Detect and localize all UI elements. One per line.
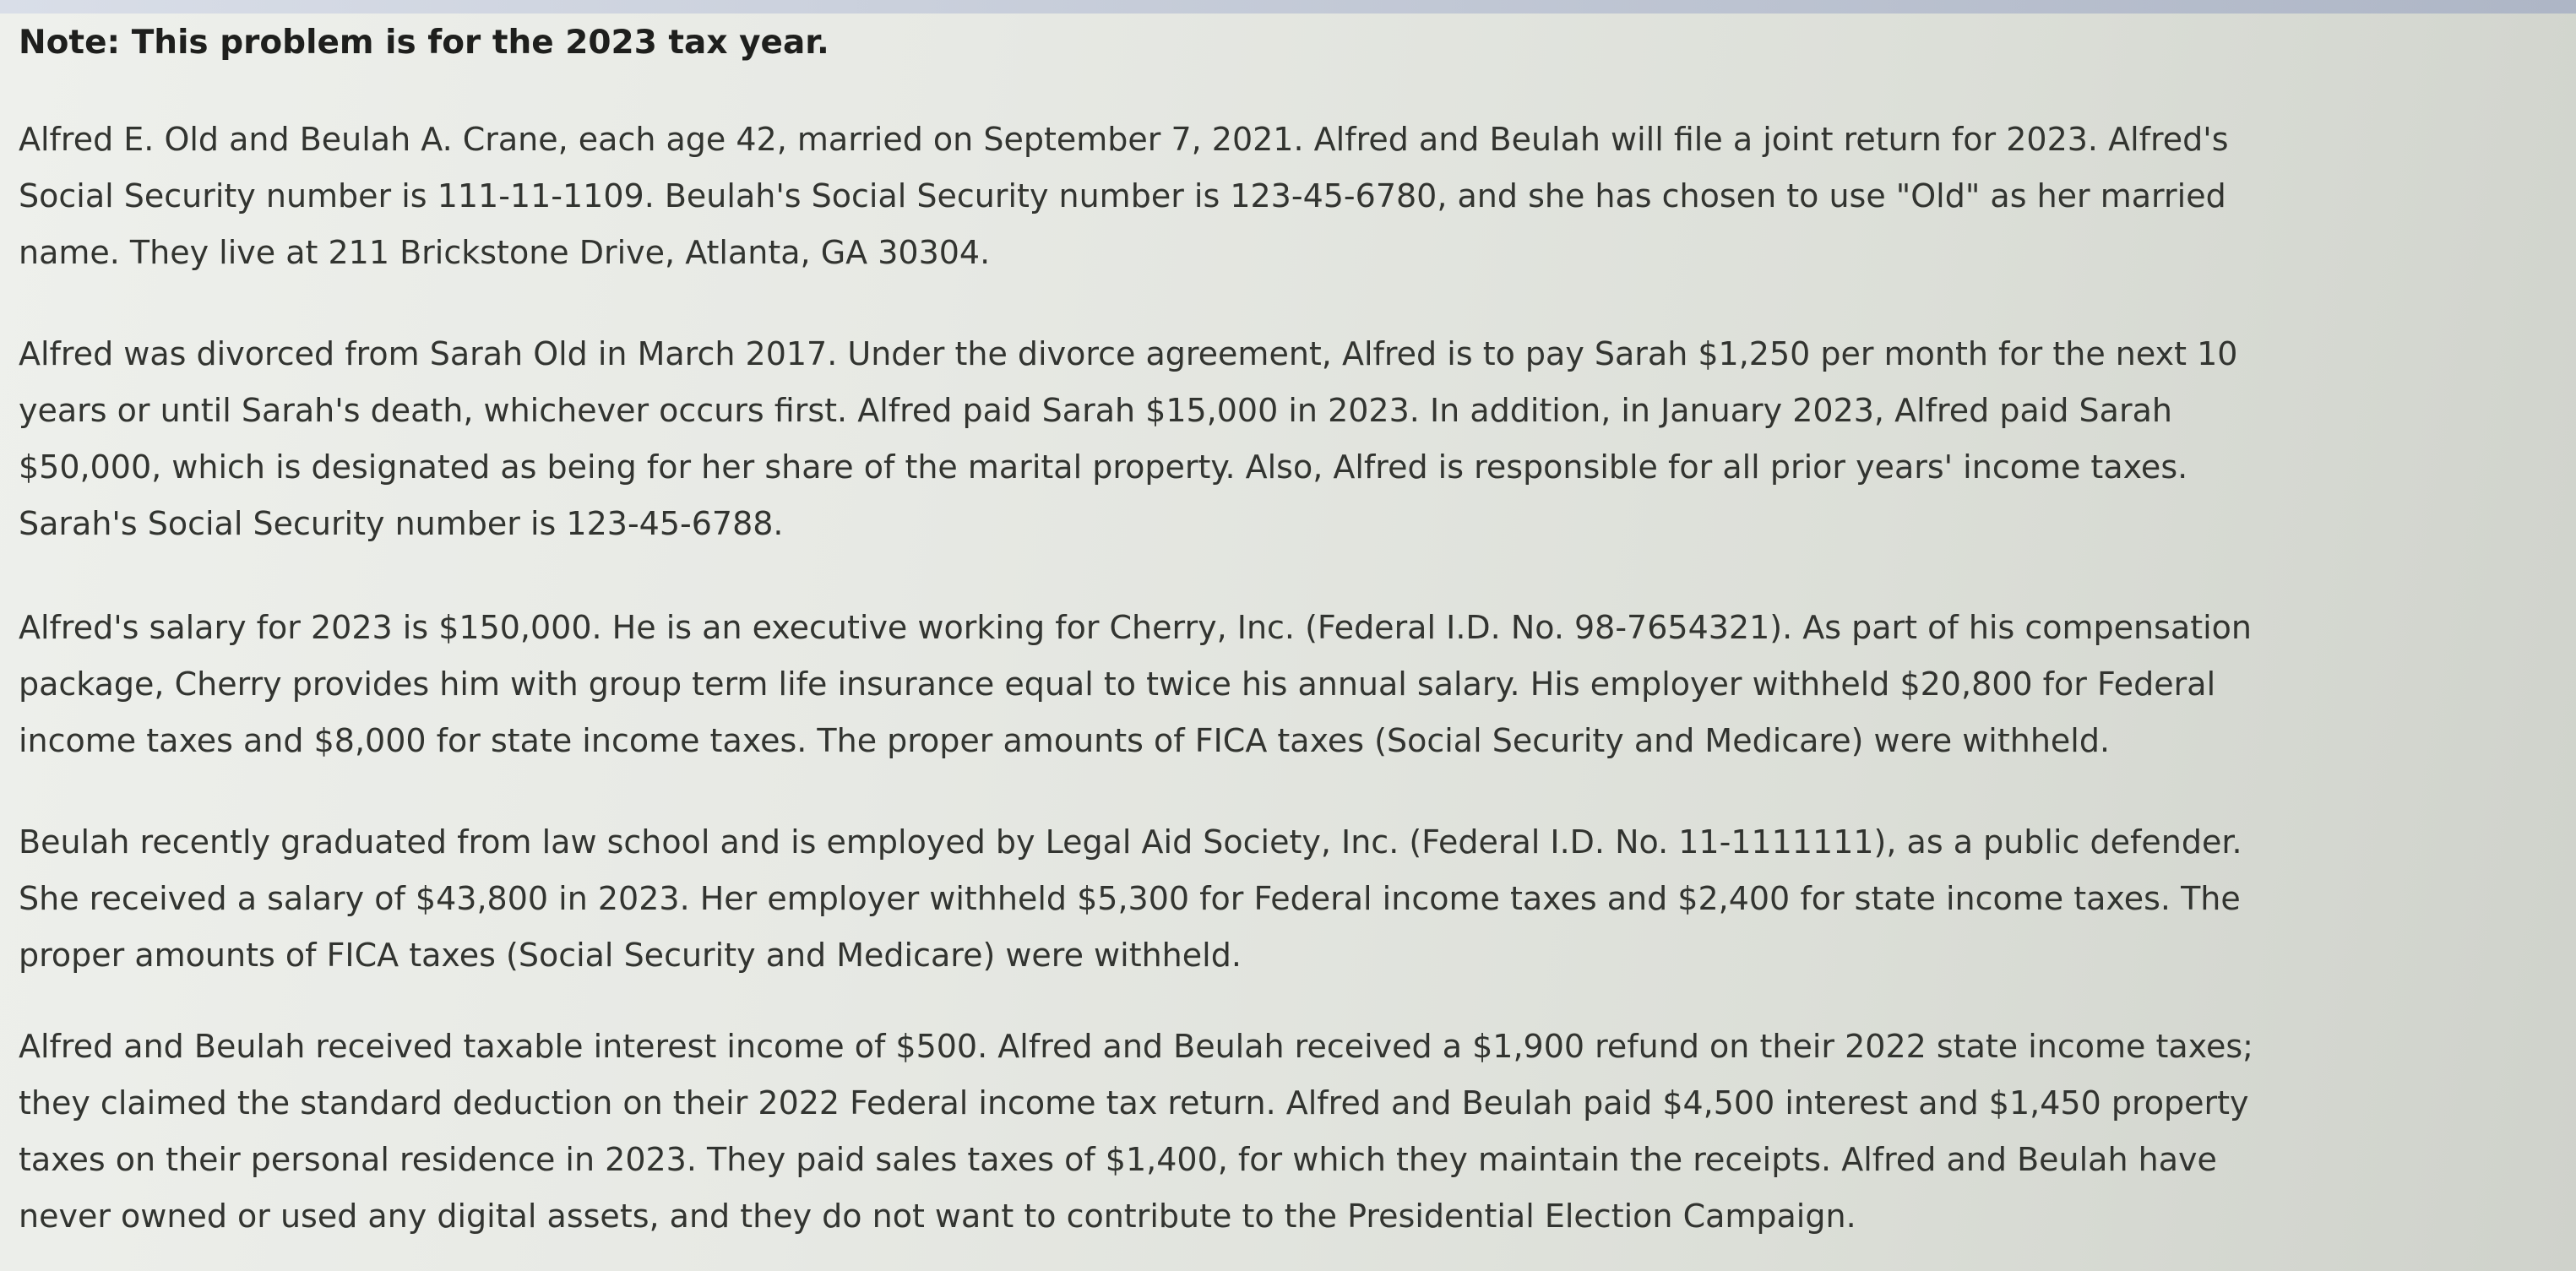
paragraph-line: Alfred was divorced from Sarah Old in March 2017. Under the divorce agreement, Alfred is to pay Sarah $1,250 per month for the next 10 (19, 335, 2238, 372)
paragraph-line: Sarah's Social Security number is 123-45-6788. (19, 505, 784, 542)
paragraph-line: Beulah recently graduated from law school and is employed by Legal Aid Society, Inc. (Federal I.D. No. 11-1111111), as a public defender. (19, 823, 2242, 861)
paragraph-line: proper amounts of FICA taxes (Social Security and Medicare) were withheld. (19, 937, 1242, 974)
paragraph-line: they claimed the standard deduction on their 2022 Federal income tax return. Alfred and Beulah paid $4,500 interest and $1,450 property (19, 1084, 2249, 1122)
paragraph-line: name. They live at 211 Brickstone Drive, Atlanta, GA 30304. (19, 234, 991, 271)
paragraph-alfred-salary (19, 600, 2252, 769)
tax-year-note: Note: This problem is for the 2023 tax year. (19, 24, 829, 62)
paragraph-line: Alfred's salary for 2023 is $150,000. He is an executive working for Cherry, Inc. (Federal I.D. No. 98-7654321). As part of his compensation (19, 609, 2252, 646)
paragraph-line: Social Security number is 111-11-1109. Beulah's Social Security number is 123-45-6780, and she has chosen to use "Old" as her married (19, 177, 2226, 215)
top-edge-strip (0, 0, 2576, 14)
problem-statement (19, 24, 2519, 1248)
paragraph-line: never owned or used any digital assets, and they do not want to contribute to the Presidential Election Campaign. (19, 1198, 1856, 1235)
paragraph-line: She received a salary of $43,800 in 2023. Her employer withheld $5,300 for Federal income taxes and $2,400 for state income taxes. The (19, 880, 2241, 917)
paragraph-beulah-employment (19, 814, 2242, 984)
paragraph-line: income taxes and $8,000 for state income taxes. The proper amounts of FICA taxes (Social Security and Medicare) were withheld. (19, 722, 2111, 759)
paragraph-line: taxes on their personal residence in 2023. They paid sales taxes of $1,400, for which they maintain the receipts. Alfred and Beulah have (19, 1141, 2217, 1178)
paragraph-taxpayers (19, 111, 2229, 281)
paragraph-line: Alfred and Beulah received taxable interest income of $500. Alfred and Beulah received a $1,900 refund on their 2022 state income taxes; (19, 1028, 2253, 1065)
paragraph-line: years or until Sarah's death, whichever occurs first. Alfred paid Sarah $15,000 in 2023. In addition, in January 2023, Alfred paid Sarah (19, 392, 2172, 429)
paragraph-line: package, Cherry provides him with group term life insurance equal to twice his annual salary. His employer withheld $20,800 for Federal (19, 665, 2216, 703)
paragraph-line: $50,000, which is designated as being for her share of the marital property. Also, Alfred is responsible for all prior years' income taxes. (19, 448, 2188, 486)
paragraph-line: Alfred E. Old and Beulah A. Crane, each age 42, married on September 7, 2021. Alfred and Beulah will file a joint return for 2023. Alfred's (19, 121, 2229, 158)
paragraph-divorce (19, 326, 2237, 552)
paragraph-income-deductions (19, 1018, 2253, 1245)
